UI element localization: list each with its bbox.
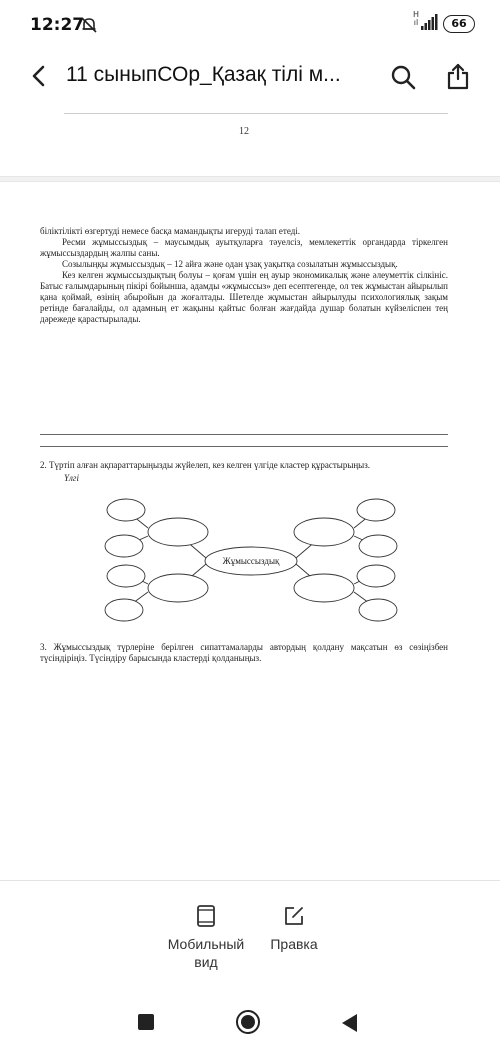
edit-button[interactable] <box>256 899 332 979</box>
navigation-bar <box>0 988 500 1056</box>
paragraph: Ресми жұмыссыздық – маусымдық ауытқуларға тәуелсіз, мемлекеттік органдарда тіркелген жұмыссыздардың жалпы саны. <box>40 237 448 258</box>
task-2: 2. Түртіп алған ақпараттарыңызды жүйелеп, кез келген үлгіде кластер құрастырыңыз. <box>40 460 371 470</box>
recent-apps-icon[interactable] <box>138 1014 154 1030</box>
cluster-node <box>148 518 208 546</box>
cluster-node <box>359 535 397 557</box>
paragraph: Кез келген жұмыссыздықтың болуы – қоғам үшін ең ауыр экономикалық және әлеуметтік сілкініс. Батыс ғалымдарының пікірі бойынша, адамды «жұмыссыз» деп есептегенде, ол тек жұмыстан айырылып қана қоймай, өзінің абыройын да жоғалтады. Шетелде жұмыстан айырылуды психологиялық зақым ретінде бағалайды, ол адамның ет жақыны қайтыс болған жағдайда душар болатын күйзеліспен тең дәрежеде қарастырылады. <box>40 270 448 324</box>
edit-icon <box>283 905 305 927</box>
cluster-node <box>294 574 354 602</box>
cluster-diagram <box>96 484 406 634</box>
page-number-12: 12 <box>239 126 249 137</box>
bottom-toolbar <box>0 880 500 988</box>
paragraph: Созылыңқы жұмыссыздық – 12 айға және одан ұзақ уақытқа созылатын жұмыссыздық. <box>62 259 398 269</box>
cluster-node <box>357 499 395 521</box>
body-text <box>40 226 448 325</box>
answer-line <box>40 446 448 447</box>
cluster-center-label: Жұмыссыздық <box>222 556 280 566</box>
battery-icon: 66 <box>443 15 475 33</box>
mobile-view-icon <box>195 905 217 927</box>
home-icon[interactable] <box>236 1010 260 1034</box>
document-title: 11 сыныпСОр_Қазақ тілі м... <box>66 63 341 86</box>
status-time: 12:27 <box>30 15 85 35</box>
sample-label: Үлгі <box>64 473 79 483</box>
cluster-node <box>105 599 143 621</box>
cluster-node <box>105 535 143 557</box>
cut-off-text-line <box>64 108 448 114</box>
cluster-node <box>148 574 208 602</box>
share-icon[interactable] <box>446 62 470 90</box>
network-type-sub: ıl <box>413 18 419 27</box>
back-nav-icon[interactable] <box>342 1014 357 1032</box>
network-type-label: H <box>412 10 419 19</box>
previous-page <box>0 104 500 176</box>
task-3: 3. Жұмыссыздық түрлеріне берілген сипаттамаларды автордың қолдану мақсатын өз сөзіңізбен түсіндіріңіз. Түсіндіру барысында кластерді қолданыңыз. <box>40 642 448 663</box>
answer-line <box>40 434 448 435</box>
mobile-view-label-line2: вид <box>194 954 218 970</box>
mobile-view-button[interactable] <box>150 899 262 979</box>
signal-icon <box>421 14 439 30</box>
mobile-view-label-line1: Мобильный <box>167 936 245 952</box>
cluster-node <box>107 499 145 521</box>
cluster-node <box>359 599 397 621</box>
edit-label: Правка <box>270 936 318 952</box>
app-bar <box>0 48 500 104</box>
back-icon[interactable] <box>28 64 50 88</box>
cluster-node <box>107 565 145 587</box>
cluster-node <box>294 518 354 546</box>
status-bar <box>0 0 500 48</box>
search-icon[interactable] <box>390 64 416 90</box>
paragraph: біліктілікті өзгертуді немесе басқа мамандықты игеруді талап етеді. <box>40 226 301 236</box>
document-viewer[interactable] <box>0 104 500 880</box>
do-not-disturb-icon <box>80 16 98 34</box>
document-page <box>0 182 500 880</box>
cluster-node <box>357 565 395 587</box>
